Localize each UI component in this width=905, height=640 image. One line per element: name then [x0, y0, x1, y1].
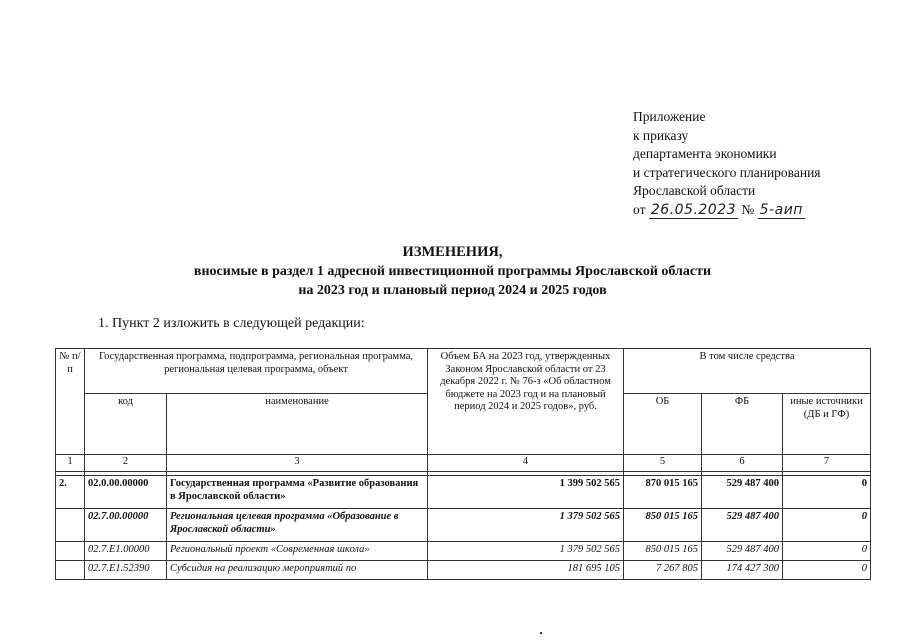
- column-number-row: [56, 455, 871, 472]
- row-code: 02.7.E1.00000: [85, 542, 167, 561]
- row-ob: 850 015 165: [624, 509, 702, 542]
- row-volume: 1 399 502 565: [428, 476, 624, 509]
- row-fb: 529 487 400: [702, 476, 783, 509]
- row-code: 02.7.00.00000: [85, 509, 167, 542]
- row-volume: 1 379 502 565: [428, 542, 624, 561]
- row-name: Государственная программа «Развитие образования в Ярославской области»: [167, 476, 428, 509]
- title-main: ИЗМЕНЕНИЯ,: [402, 244, 503, 260]
- row-name: Субсидия на реализацию мероприятий по: [167, 561, 428, 580]
- row-fb: 529 487 400: [702, 542, 783, 561]
- order-date: 26.05.2023: [650, 201, 737, 218]
- row-ob: 7 267 805: [624, 561, 702, 580]
- title-line-3: на 2023 год и плановый период 2024 и 2025 годов: [298, 283, 607, 298]
- row-name: Региональный проект «Современная школа»: [167, 542, 428, 561]
- table-row: [56, 476, 871, 509]
- column-number: 2: [85, 455, 167, 472]
- appendix-line: к приказу: [633, 127, 689, 143]
- row-volume: 1 379 502 565: [428, 509, 624, 542]
- column-number: 4: [428, 455, 624, 472]
- table-row: [56, 509, 871, 542]
- header-fb: ФБ: [702, 394, 783, 455]
- appendix-line: Ярославской области: [633, 183, 756, 198]
- header-program: Государственная программа, подпрограмма, региональная программа, региональная целевая программа, объект: [85, 349, 428, 394]
- header-num: № п/п: [56, 349, 85, 455]
- column-number: 3: [167, 455, 428, 472]
- document-title: [0, 243, 905, 300]
- from-prefix: от: [633, 201, 646, 217]
- intro-text: 1. Пункт 2 изложить в следующей редакции:: [98, 316, 365, 331]
- appendix-line: и стратегического планирования: [633, 164, 821, 180]
- row-code: 02.0.00.00000: [85, 476, 167, 509]
- row-other: 0: [783, 542, 871, 561]
- scan-speck: [540, 632, 542, 634]
- column-number: 7: [783, 455, 871, 472]
- row-name: Региональная целевая программа «Образование в Ярославской области»: [167, 509, 428, 542]
- table-row: [56, 542, 871, 561]
- title-line-2: вносимые в раздел 1 адресной инвестиционной программы Ярославской области: [193, 264, 712, 279]
- row-num: 2.: [56, 476, 85, 509]
- header-other: иные источники (ДБ и ГФ): [783, 394, 871, 455]
- row-other: 0: [783, 561, 871, 580]
- header-ob: ОБ: [624, 394, 702, 455]
- appendix-order-line: [633, 201, 821, 220]
- row-fb: 174 427 300: [702, 561, 783, 580]
- column-number: 1: [56, 455, 85, 472]
- column-number: 5: [624, 455, 702, 472]
- row-num: [56, 509, 85, 542]
- order-number: 5-аип: [759, 201, 803, 218]
- row-num: [56, 542, 85, 561]
- appendix-block: [633, 108, 821, 219]
- row-volume: 181 695 105: [428, 561, 624, 580]
- table-row: [56, 561, 871, 580]
- number-prefix: №: [741, 201, 755, 217]
- row-fb: 529 487 400: [702, 509, 783, 542]
- row-code: 02.7.E1.52390: [85, 561, 167, 580]
- row-num: [56, 561, 85, 580]
- row-other: 0: [783, 476, 871, 509]
- investment-table: [55, 348, 871, 580]
- row-ob: 870 015 165: [624, 476, 702, 509]
- header-code: код: [85, 394, 167, 455]
- header-name: наименование: [167, 394, 428, 455]
- row-other: 0: [783, 509, 871, 542]
- appendix-line: Приложение: [633, 109, 706, 124]
- header-including: В том числе средства: [624, 349, 871, 394]
- header-volume: Объем БА на 2023 год, утвержденных Законом Ярославской области от 23 декабря 2022 г. № 76-з «Об областном бюджете на 2023 год и на плановый период 2024 и 2025 годов», руб.: [428, 349, 624, 455]
- column-number: 6: [702, 455, 783, 472]
- row-ob: 850 015 165: [624, 542, 702, 561]
- appendix-line: департамента экономики: [633, 146, 777, 161]
